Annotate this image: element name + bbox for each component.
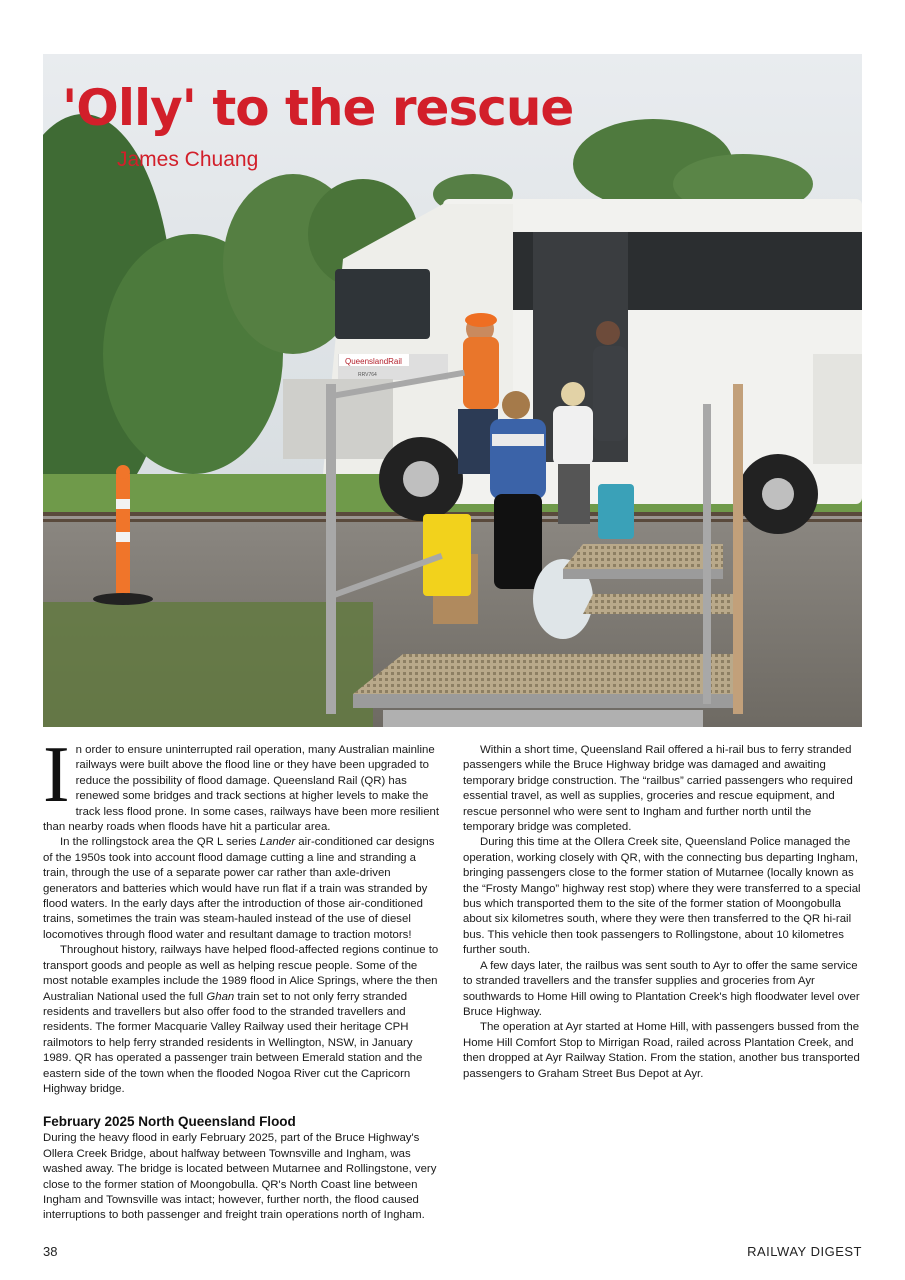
p3-text-a: Throughout history, railways have helped flood-affected regions continue to transport goods and people as well as helping rescue people. Some of the most notable examples include the 1989 flood in Alice Springs, where the then Australian National used the full bbox=[43, 944, 439, 1003]
paragraph-ayr: A few days later, the railbus was sent south to Ayr to offer the same service to stranded travellers and the transfer supplies and groceries from Ayr southwards to Home Hill owing to Plantation Creek's high floodwater level over Bruce Highway. bbox=[463, 959, 860, 1018]
grass-foreground bbox=[43, 602, 373, 727]
truck-logo: QueenslandRail bbox=[345, 357, 402, 366]
paragraph-rollingstock bbox=[43, 835, 441, 943]
paragraph-history bbox=[43, 943, 441, 1097]
paragraph-ollera-creek: During this time at the Ollera Creek site, Queensland Police managed the operation, working closely with QR, with the connecting bus departing Ingham, bringing passengers close to the former station of Mutarnee (locally known as the “Frosty Mango” highway rest stop) where they were transferred to a special bus which transported them to the site of the former station of Moongobulla about six kilometres south, where they were then transferred to the QR hi-rail bus. This vehicle then took passengers to Rollingstone, about 10 kilometres further south. bbox=[463, 836, 861, 957]
article-column-left bbox=[43, 731, 441, 1224]
paragraph-home-hill: The operation at Ayr started at Home Hill, with passengers bussed from the Home Hill Comfort Stop to Mirrigan Road, railed across Plantation Creek, and then dropped at Ayr Railway Station. From the station, another bus transported passengers to Graham Street Bus Depot at Ayr. bbox=[463, 1021, 860, 1080]
drop-cap: I bbox=[43, 731, 70, 819]
article-column-right bbox=[463, 743, 861, 1082]
p2-italic: Lander bbox=[259, 836, 296, 849]
intro-text: n order to ensure uninterrupted rail operation, many Australian mainline railways were built above the flood line or they have been upgraded to reduce the possibility of flood damage. Queensland Rail (QR) has renewed some bridges and track sections at higher levels to make the track less flood prone. In some cases, railways have been more resilient than nearby roads when floods have hit a particular area. bbox=[43, 744, 440, 834]
p3-text-b: train set to not only ferry stranded residents and travellers but also offer food to the stranded travellers and residents. The former Macquarie Valley Railway used their heritage CPH railmotors to help ferry stranded residents in Wellington, NSW, in January 1989. QR has operated a passenger train between Emerald station and the eastern side of the town when the flooded Nogoa River cut the Capricorn Highway bridge. bbox=[43, 990, 423, 1095]
article-title: 'Olly' to the rescue bbox=[62, 79, 574, 137]
intro-paragraph bbox=[43, 731, 441, 835]
paragraph-hirail-bus: Within a short time, Queensland Rail offered a hi-rail bus to ferry stranded passengers while the Bruce Highway bridge was damaged and awaiting temporary bridge construction. The “railbus” carried passengers who required essential travel, as well as supplies, groceries and rescue equipment, and rescue personnel who were sent to Ingham and further north until the temporary bridge was completed. bbox=[463, 744, 853, 834]
publication-name: RAILWAY DIGEST bbox=[747, 1244, 862, 1259]
page-number: 38 bbox=[43, 1244, 58, 1259]
p3-italic: Ghan bbox=[206, 990, 235, 1003]
p2-text-a: In the rollingstock area the QR L series bbox=[60, 836, 260, 849]
author-byline: James Chuang bbox=[117, 148, 259, 171]
paragraph-flood-2025: During the heavy flood in early February 2025, part of the Bruce Highway's Ollera Creek Bridge, about halfway between Townsville and Ingham, was washed away. The bridge is located between Mutarnee and Rollingstone, very close to the former station of Moongobulla. QR's North Coast line between Ingham and Townsville was intact; however, further north, the flood caused interruptions to both passenger and freight train operations north of Ingham. bbox=[43, 1132, 437, 1222]
p2-text-b: air-conditioned car designs of the 1950s took into account flood damage cutting a line and stranding a train, through the use of a separate power car rather than axle-driven generators and batteries which would have run flat if a train was stranded by flood waters. In the early days after the introduction of those air-conditioned trains, sometimes the train was steam-hauled instead of the use of diesel locomotives through flood water and resultant damage to traction motors! bbox=[43, 836, 435, 941]
truck-fleet-number: RRV764 bbox=[358, 372, 377, 378]
section-subhead: February 2025 North Queensland Flood bbox=[43, 1114, 296, 1130]
